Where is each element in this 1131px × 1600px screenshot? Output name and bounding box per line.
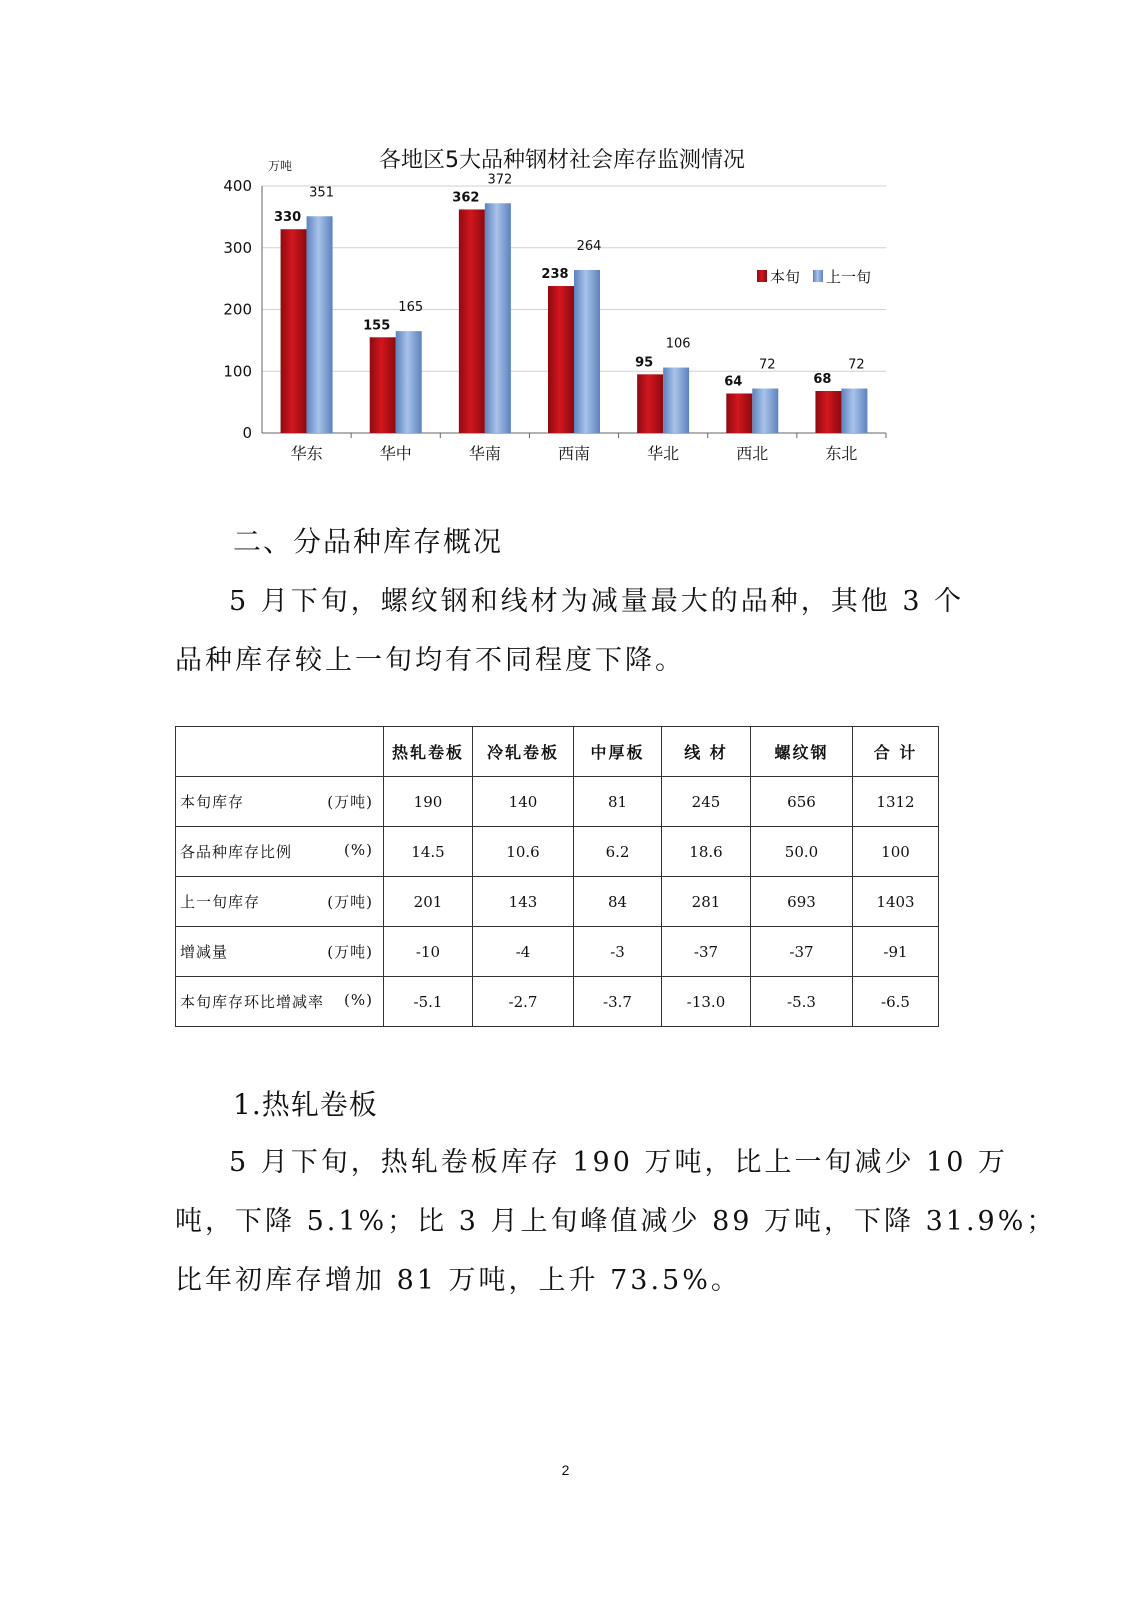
table-header-row bbox=[176, 727, 939, 777]
table-header: 螺纹钢 bbox=[751, 727, 853, 777]
row-unit: (万吨) bbox=[327, 793, 373, 811]
row-label-cell bbox=[176, 827, 384, 877]
data-label: 165 bbox=[398, 300, 424, 316]
bar-current bbox=[459, 209, 485, 433]
bar-previous bbox=[396, 331, 422, 433]
table-cell: -4 bbox=[473, 927, 574, 977]
bar-previous bbox=[485, 203, 511, 433]
bar-current bbox=[281, 229, 307, 433]
data-label: 238 bbox=[541, 267, 569, 283]
row-unit: (%) bbox=[344, 841, 373, 859]
y-tick-label: 100 bbox=[223, 362, 252, 381]
row-unit: (万吨) bbox=[327, 893, 373, 911]
table-cell: 6.2 bbox=[574, 827, 662, 877]
table-cell: 18.6 bbox=[662, 827, 751, 877]
y-tick-label: 400 bbox=[223, 177, 252, 195]
section-heading: 二、分品种库存概况 bbox=[233, 525, 504, 558]
row-label-cell bbox=[176, 777, 384, 827]
table-cell: 84 bbox=[574, 877, 662, 927]
legend-swatch-previous bbox=[813, 270, 823, 282]
table-cell: -5.1 bbox=[384, 977, 473, 1027]
table-cell: -37 bbox=[662, 927, 751, 977]
table-cell: 81 bbox=[574, 777, 662, 827]
y-tick-label: 200 bbox=[223, 300, 252, 319]
table-row bbox=[176, 877, 939, 927]
table-row bbox=[176, 927, 939, 977]
table-cell: -10 bbox=[384, 927, 473, 977]
data-label: 351 bbox=[309, 185, 334, 201]
row-label-cell bbox=[176, 977, 384, 1027]
table-cell: 201 bbox=[384, 877, 473, 927]
data-label: 330 bbox=[274, 210, 302, 226]
para-line: 5 月下旬，螺纹钢和线材为减量最大的品种，其他 3 个 bbox=[229, 586, 965, 617]
bar-previous bbox=[663, 368, 689, 433]
row-label: 上一旬库存 bbox=[180, 893, 261, 911]
x-tick-label: 东北 bbox=[825, 444, 858, 463]
table-cell: 100 bbox=[853, 827, 939, 877]
table-row bbox=[176, 777, 939, 827]
data-label: 64 bbox=[724, 374, 743, 390]
x-tick-label: 华南 bbox=[468, 444, 501, 463]
data-label: 362 bbox=[452, 190, 480, 206]
table-cell: 50.0 bbox=[751, 827, 853, 877]
x-tick-label: 西南 bbox=[557, 444, 591, 463]
table-cell: -37 bbox=[751, 927, 853, 977]
data-label: 72 bbox=[848, 357, 865, 373]
table-cell: 281 bbox=[662, 877, 751, 927]
table-cell: 245 bbox=[662, 777, 751, 827]
table-cell: 10.6 bbox=[473, 827, 574, 877]
para-line: 5 月下旬，热轧卷板库存 190 万吨，比上一旬减少 10 万 bbox=[229, 1147, 1008, 1178]
subheading-hot-rolled: 1.热轧卷板 bbox=[233, 1088, 378, 1121]
data-label: 68 bbox=[813, 372, 832, 388]
x-tick-label: 华东 bbox=[290, 444, 323, 463]
legend-swatch-current bbox=[757, 270, 767, 282]
para-line: 品种库存较上一旬均有不同程度下降。 bbox=[175, 645, 685, 676]
bar-current bbox=[637, 374, 663, 433]
table-cell: 14.5 bbox=[384, 827, 473, 877]
data-label: 72 bbox=[759, 357, 776, 373]
chart-title: 各地区5大品种钢材社会库存监测情况 bbox=[379, 148, 745, 173]
para-line: 吨，下降 5.1%；比 3 月上旬峰值减少 89 万吨，下降 31.9%； bbox=[175, 1206, 1057, 1237]
table-cell: 143 bbox=[473, 877, 574, 927]
row-label: 本旬库存 bbox=[180, 793, 245, 811]
table-cell: 190 bbox=[384, 777, 473, 827]
row-label-cell bbox=[176, 877, 384, 927]
x-tick-label: 华中 bbox=[379, 444, 412, 463]
table-header: 冷轧卷板 bbox=[473, 727, 574, 777]
page-number: 2 bbox=[561, 1462, 570, 1478]
bar-current bbox=[726, 393, 752, 433]
table-header: 热轧卷板 bbox=[384, 727, 473, 777]
table-row bbox=[176, 977, 939, 1027]
bar-current bbox=[370, 337, 396, 433]
hot-rolled-paragraph bbox=[175, 1133, 1057, 1310]
bar-previous bbox=[841, 389, 867, 433]
table-header: 中厚板 bbox=[574, 727, 662, 777]
table-cell: -3 bbox=[574, 927, 662, 977]
y-tick-label: 0 bbox=[242, 424, 252, 442]
table-row bbox=[176, 827, 939, 877]
table-cell: -2.7 bbox=[473, 977, 574, 1027]
legend-label-current: 本旬 bbox=[770, 268, 801, 286]
row-unit: (万吨) bbox=[327, 943, 373, 961]
data-label: 106 bbox=[665, 336, 691, 352]
bar-previous bbox=[307, 216, 333, 433]
chart-legend bbox=[757, 268, 871, 286]
inventory-overview-paragraph bbox=[175, 572, 965, 690]
table-corner-cell bbox=[176, 727, 384, 777]
data-label: 372 bbox=[487, 172, 513, 188]
bar-previous bbox=[752, 389, 778, 433]
table-cell: -3.7 bbox=[574, 977, 662, 1027]
data-label: 155 bbox=[363, 318, 391, 334]
row-label: 本旬库存环比增减率 bbox=[180, 993, 325, 1011]
x-tick-label: 西北 bbox=[736, 444, 769, 463]
row-label-cell bbox=[176, 927, 384, 977]
para-line: 比年初库存增加 81 万吨，上升 73.5%。 bbox=[175, 1265, 741, 1296]
row-label: 各品种库存比例 bbox=[180, 843, 293, 861]
table-cell: 693 bbox=[751, 877, 853, 927]
legend-label-previous: 上一旬 bbox=[826, 268, 872, 286]
table-cell: 1312 bbox=[853, 777, 939, 827]
inventory-table bbox=[175, 726, 939, 1027]
y-tick-label: 300 bbox=[223, 238, 252, 257]
table-cell: 1403 bbox=[853, 877, 939, 927]
table-cell: -91 bbox=[853, 927, 939, 977]
data-label: 95 bbox=[635, 355, 654, 371]
bar-current bbox=[548, 286, 574, 433]
regional-inventory-chart bbox=[0, 0, 1131, 500]
table-cell: -6.5 bbox=[853, 977, 939, 1027]
row-label: 增减量 bbox=[180, 943, 229, 961]
row-unit: (%) bbox=[344, 991, 373, 1009]
table-cell: -13.0 bbox=[662, 977, 751, 1027]
table-cell: -5.3 bbox=[751, 977, 853, 1027]
table-header: 线 材 bbox=[662, 727, 751, 777]
x-tick-label: 华北 bbox=[647, 444, 680, 463]
y-unit-label: 万吨 bbox=[268, 159, 293, 173]
data-label: 264 bbox=[576, 238, 602, 254]
table-cell: 140 bbox=[473, 777, 574, 827]
bar-previous bbox=[574, 270, 600, 433]
table-header: 合 计 bbox=[853, 727, 939, 777]
bar-current bbox=[815, 391, 841, 433]
table-cell: 656 bbox=[751, 777, 853, 827]
